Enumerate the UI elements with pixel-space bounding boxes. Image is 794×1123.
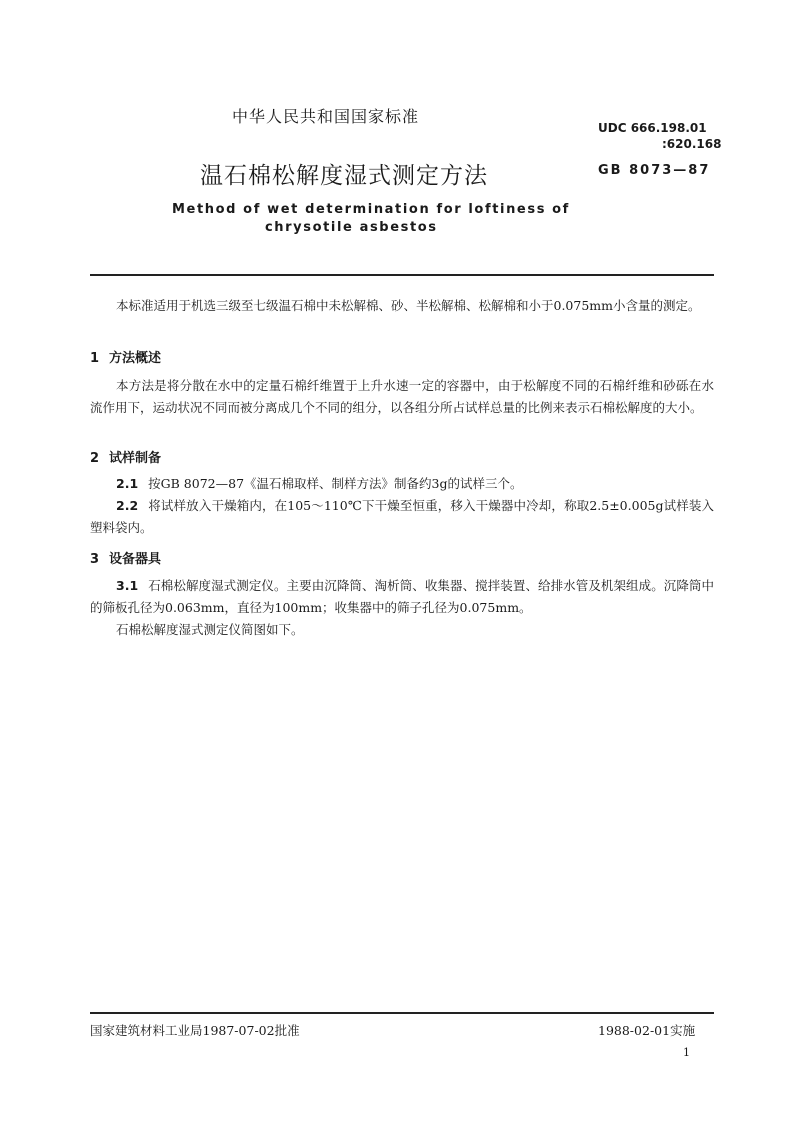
clause-number: 3.1 bbox=[116, 578, 139, 593]
header-divider bbox=[90, 274, 714, 276]
section-number: 1 bbox=[90, 351, 100, 366]
document-title-chinese: 温石棉松解度湿式测定方法 bbox=[200, 163, 488, 189]
section-title: 设备器具 bbox=[109, 552, 162, 567]
section-title: 方法概述 bbox=[109, 351, 162, 366]
section-title: 试样制备 bbox=[109, 451, 162, 466]
clause-3-1 bbox=[90, 575, 714, 619]
scope-paragraph: 本标准适用于机选三级至七级温石棉中未松解棉、砂、半松解棉、松解棉和小于0.075mm小含量的测定。 bbox=[116, 298, 701, 313]
document-title-english-line1: Method of wet determination for loftiness of bbox=[172, 202, 570, 217]
clause-number: 2.2 bbox=[116, 498, 139, 513]
section-number: 3 bbox=[90, 552, 100, 567]
udc-code-continued: :620.168 bbox=[662, 137, 722, 151]
gb-standard-number: GB 8073—87 bbox=[598, 163, 711, 178]
clause-number: 2.1 bbox=[116, 476, 139, 491]
approval-statement: 国家建筑材料工业局1987-07-02批准 bbox=[90, 1023, 300, 1038]
clause-text: 将试样放入干燥箱内，在105～110℃下干燥至恒重，移入干燥器中冷却，称取2.5±0.005g试样装入塑料袋内。 bbox=[90, 498, 714, 535]
clause-2-1 bbox=[90, 473, 714, 495]
standard-type-heading: 中华人民共和国国家标准 bbox=[232, 107, 420, 126]
section-1-heading bbox=[90, 347, 161, 366]
section-2-heading bbox=[90, 447, 161, 466]
clause-text: 石棉松解度湿式测定仪。主要由沉降筒、淘析筒、收集器、搅拌装置、给排水管及机架组成。沉降筒中的筛板孔径为0.063mm，直径为100mm；收集器中的筛子孔径为0.075mm。 bbox=[90, 578, 714, 615]
section-3-heading bbox=[90, 548, 161, 567]
effective-date: 1988-02-01实施 bbox=[598, 1023, 696, 1038]
section-number: 2 bbox=[90, 451, 100, 466]
clause-2-2 bbox=[90, 495, 714, 539]
document-title-english-line2: chrysotile asbestos bbox=[265, 220, 438, 235]
udc-code: UDC 666.198.01 bbox=[598, 121, 707, 135]
footer-divider bbox=[90, 1012, 714, 1014]
figure-intro-paragraph: 石棉松解度湿式测定仪简图如下。 bbox=[116, 622, 304, 637]
page-number: 1 bbox=[683, 1046, 690, 1059]
section-1-paragraph: 本方法是将分散在水中的定量石棉纤维置于上升水速一定的容器中，由于松解度不同的石棉纤维和砂砾在水流作用下，运动状况不同而被分离成几个不同的组分，以各组分所占试样总量的比例来表示石棉松解度的大小。 bbox=[90, 378, 714, 415]
clause-text: 按GB 8072—87《温石棉取样、制样方法》制备约3g的试样三个。 bbox=[148, 476, 523, 491]
